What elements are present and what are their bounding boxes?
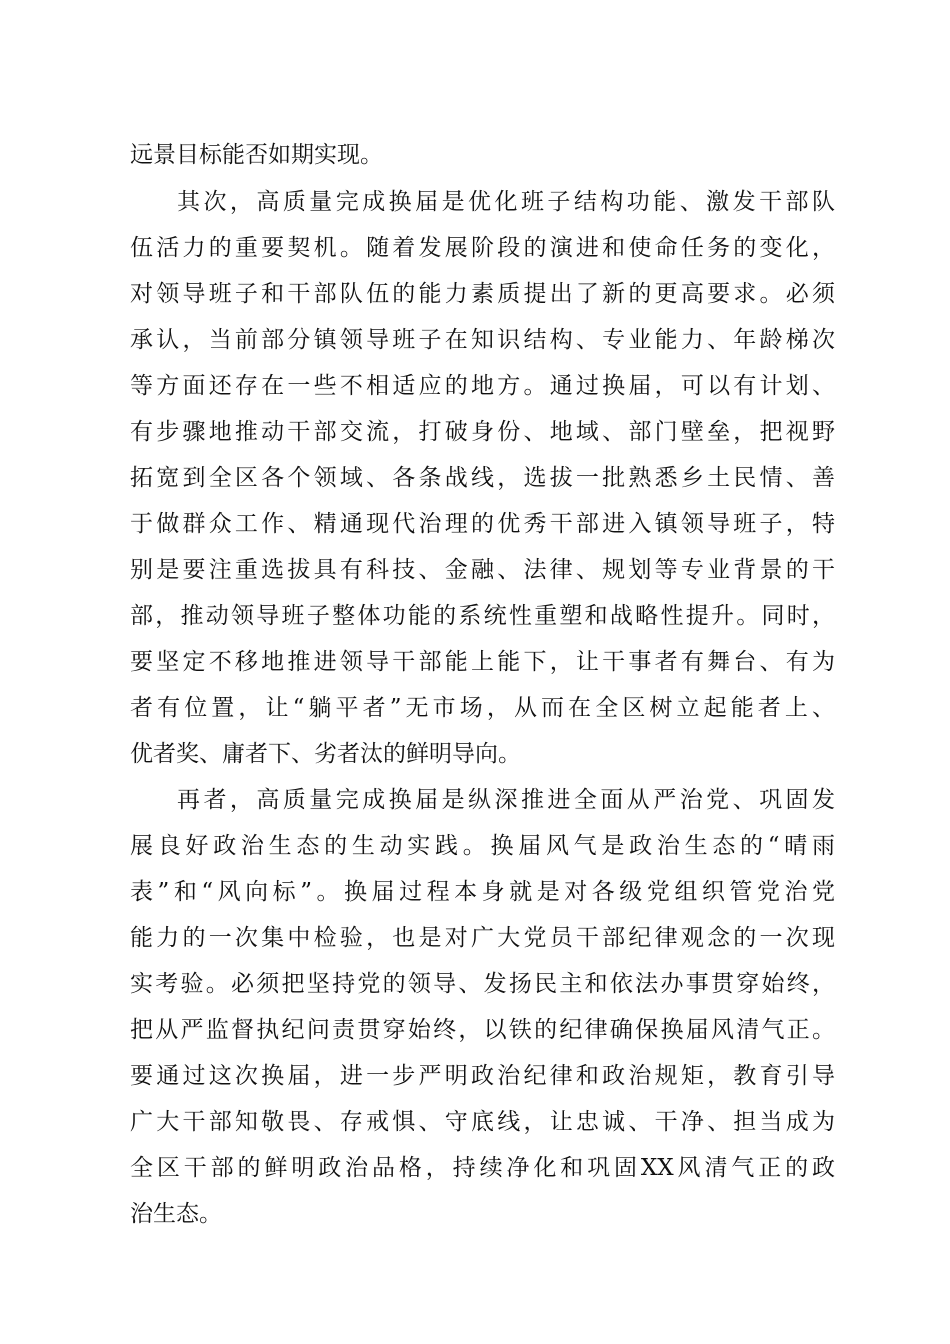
text-line: 等方面还存在一些不相适应的地方。通过换届，可以有计划、 <box>130 373 835 399</box>
text-line: 优者奖、庸者下、劣者汰的鲜明导向。 <box>130 741 521 767</box>
text-line: 把从严监督执纪问责贯穿始终，以铁的纪律确保换届风清气正。 <box>130 1017 835 1043</box>
text-line: 要坚定不移地推进领导干部能上能下，让干事者有舞台、有为 <box>130 649 835 675</box>
paragraph-start-line: 其次，高质量完成换届是优化班子结构功能、激发干部队 <box>177 189 835 215</box>
text-line: 对领导班子和干部队伍的能力素质提出了新的更高要求。必须 <box>130 281 835 307</box>
text-line: 远景目标能否如期实现。 <box>130 142 383 168</box>
text-line: 有步骤地推动干部交流，打破身份、地域、部门壁垒，把视野 <box>130 419 835 445</box>
text-line: 展良好政治生态的生动实践。换届风气是政治生态的“晴雨 <box>130 833 835 859</box>
text-line: 于做群众工作、精通现代治理的优秀干部进入镇领导班子，特 <box>130 511 835 537</box>
text-line: 别是要注重选拔具有科技、金融、法律、规划等专业背景的干 <box>130 557 835 583</box>
text-line: 实考验。必须把坚持党的领导、发扬民主和依法办事贯穿始终， <box>130 971 835 997</box>
text-line: 全区干部的鲜明政治品格，持续净化和巩固XX风清气正的政 <box>130 1155 835 1181</box>
text-line: 承认，当前部分镇领导班子在知识结构、专业能力、年龄梯次 <box>130 327 835 353</box>
text-line: 广大干部知敬畏、存戒惧、守底线，让忠诚、干净、担当成为 <box>130 1109 835 1135</box>
text-line: 能力的一次集中检验，也是对广大党员干部纪律观念的一次现 <box>130 925 835 951</box>
text-line: 表”和“风向标”。换届过程本身就是对各级党组织管党治党 <box>130 879 835 905</box>
text-line: 治生态。 <box>130 1201 222 1227</box>
text-line: 拓宽到全区各个领域、各条战线，选拔一批熟悉乡土民情、善 <box>130 465 835 491</box>
text-line: 部，推动领导班子整体功能的系统性重塑和战略性提升。同时， <box>130 603 835 629</box>
text-line: 者有位置，让“躺平者”无市场，从而在全区树立起能者上、 <box>130 695 835 721</box>
text-line: 伍活力的重要契机。随着发展阶段的演进和使命任务的变化， <box>130 235 835 261</box>
paragraph-start-line: 再者，高质量完成换届是纵深推进全面从严治党、巩固发 <box>177 787 835 813</box>
text-line: 要通过这次换届，进一步严明政治纪律和政治规矩，教育引导 <box>130 1063 835 1089</box>
